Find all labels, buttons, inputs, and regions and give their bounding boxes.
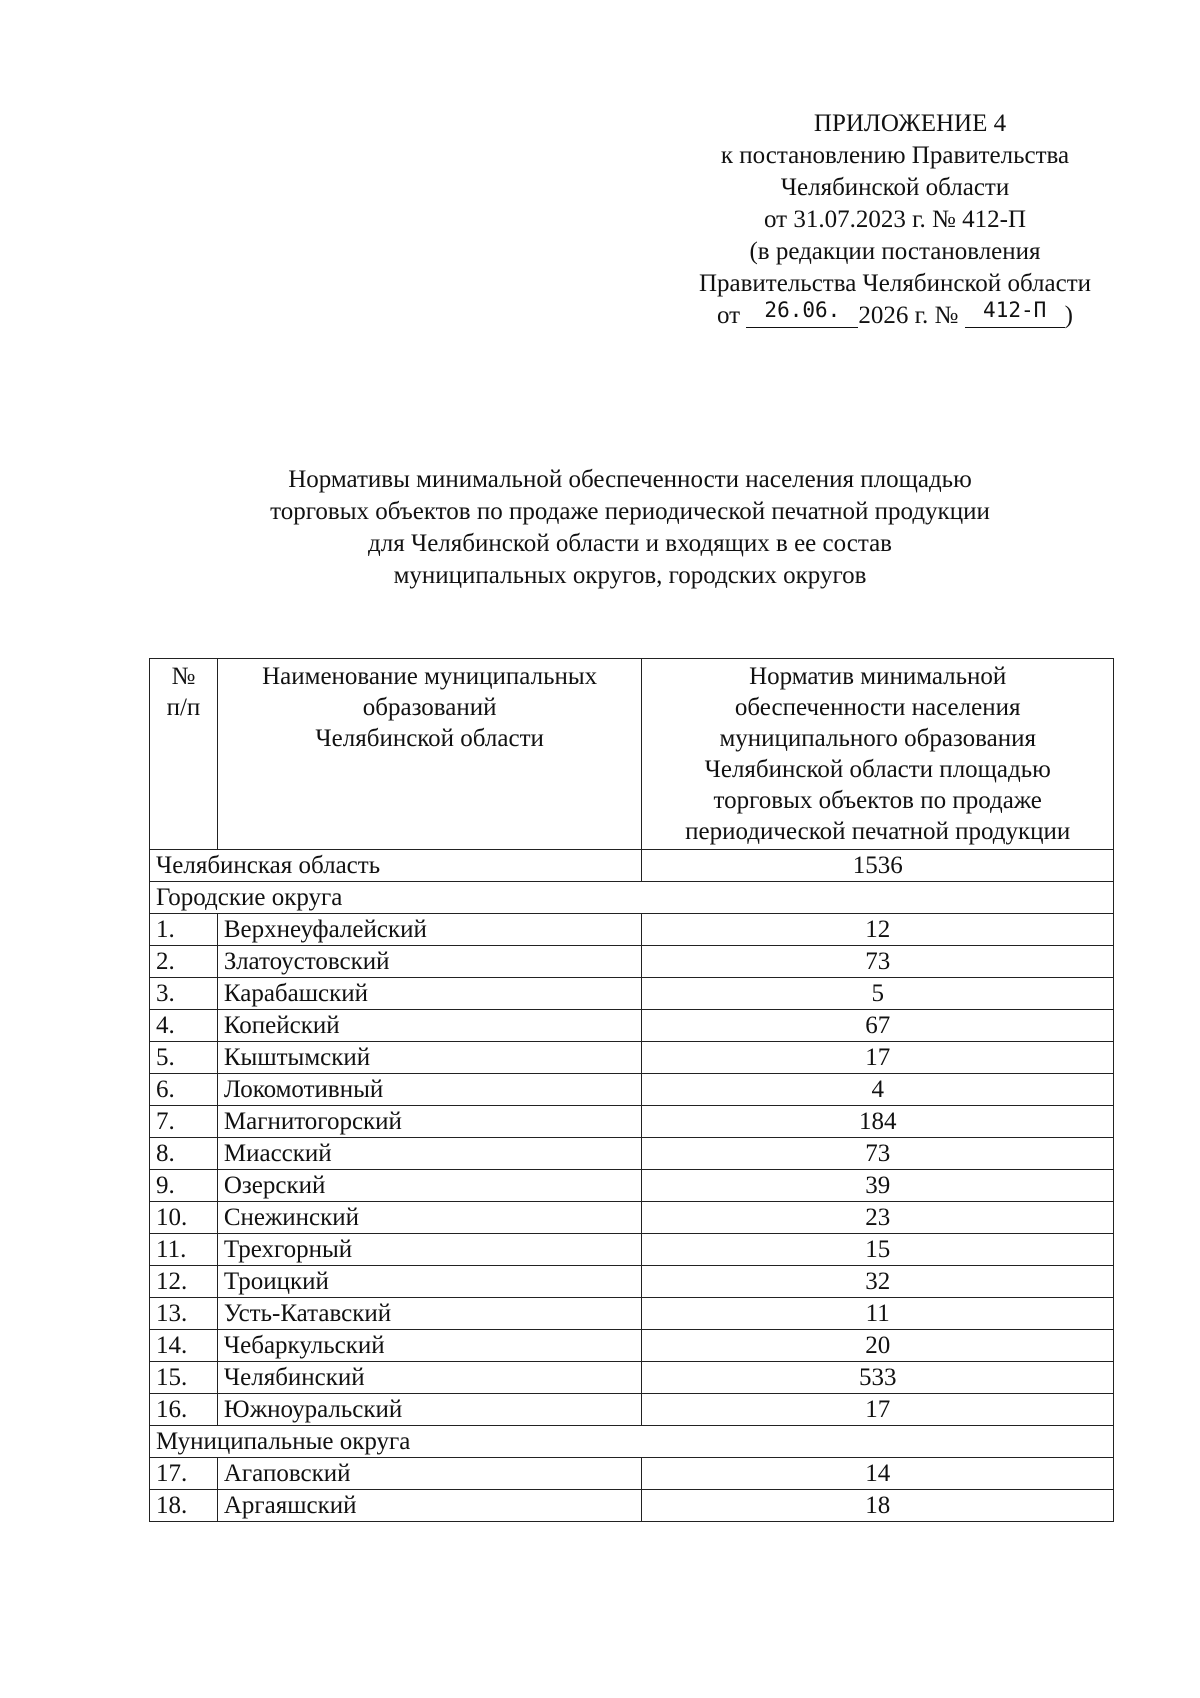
row-name: Кыштымский [217,1042,642,1074]
row-value: 39 [642,1170,1114,1202]
row-number: 6. [150,1074,218,1106]
row-name: Локомотивный [217,1074,642,1106]
header-norm: Норматив минимальной обеспеченности населения муниципального образования Челябинской области площадью торговых объектов по продаже периодической печатной продукции [642,659,1114,850]
row-number: 1. [150,914,218,946]
row-name: Миасский [217,1138,642,1170]
row-name: Чебаркульский [217,1330,642,1362]
table-row [150,1074,1114,1106]
row-name: Верхнеуфалейский [217,914,642,946]
row-number: 2. [150,946,218,978]
table-header-row [150,659,1114,850]
row-value: 533 [642,1362,1114,1394]
row-name: Агаповский [217,1458,642,1490]
amendment-date-line [660,300,1130,332]
table-row [150,1106,1114,1138]
amendment-suffix: ) [1064,302,1073,329]
amendment-date-field [746,298,858,328]
row-number: 14. [150,1330,218,1362]
amendment-date: 26.06. [764,298,841,322]
row-number: 9. [150,1170,218,1202]
document-title [180,464,1080,592]
table-row [150,978,1114,1010]
row-value: 32 [642,1266,1114,1298]
table-row [150,1298,1114,1330]
appendix-line: (в редакции постановления [749,238,1041,265]
row-value: 4 [642,1074,1114,1106]
row-name: Троицкий [217,1266,642,1298]
table-row [150,1458,1114,1490]
row-number: 3. [150,978,218,1010]
appendix-line: от 31.07.2023 г. № 412-П [763,206,1026,233]
row-value: 73 [642,1138,1114,1170]
total-row [150,850,1114,882]
row-number: 7. [150,1106,218,1138]
title-line: муниципальных округов, городских округов [393,562,867,589]
row-number: 8. [150,1138,218,1170]
row-name: Снежинский [217,1202,642,1234]
row-value: 12 [642,914,1114,946]
row-value: 20 [642,1330,1114,1362]
row-number: 15. [150,1362,218,1394]
title-line: Нормативы минимальной обеспеченности населения площадью [288,466,972,493]
section-title: Муниципальные округа [150,1426,1114,1458]
header-name: Наименование муниципальных образований Челябинской области [217,659,642,850]
row-number: 13. [150,1298,218,1330]
norms-table [149,658,1114,1522]
row-name: Челябинский [217,1362,642,1394]
table-row [150,914,1114,946]
row-number: 11. [150,1234,218,1266]
row-number: 18. [150,1490,218,1522]
title-line: для Челябинской области и входящих в ее состав [368,530,892,557]
section-row [150,882,1114,914]
row-value: 18 [642,1490,1114,1522]
table-row [150,1490,1114,1522]
table-row [150,1266,1114,1298]
table-row [150,1042,1114,1074]
section-title: Городские округа [150,882,1114,914]
appendix-line: к постановлению Правительства [720,142,1070,169]
row-number: 12. [150,1266,218,1298]
row-value: 5 [642,978,1114,1010]
row-value: 15 [642,1234,1114,1266]
amendment-prefix: от [717,302,741,329]
table-row [150,1330,1114,1362]
amendment-number: 412-П [983,298,1047,322]
table-row [150,1138,1114,1170]
amendment-number-field [965,298,1065,328]
section-row [150,1426,1114,1458]
table-row [150,1394,1114,1426]
row-name: Озерский [217,1170,642,1202]
row-value: 14 [642,1458,1114,1490]
row-name: Магнитогорский [217,1106,642,1138]
title-line: торговых объектов по продаже периодической печатной продукции [270,498,990,525]
row-number: 4. [150,1010,218,1042]
table-row [150,1010,1114,1042]
appendix-line: Правительства Челябинской области [698,270,1092,297]
total-name: Челябинская область [150,850,642,882]
row-number: 10. [150,1202,218,1234]
row-name: Карабашский [217,978,642,1010]
row-name: Златоустовский [217,946,642,978]
table-row [150,1170,1114,1202]
row-value: 184 [642,1106,1114,1138]
appendix-line: Челябинской области [780,174,1010,201]
row-name: Усть-Катавский [217,1298,642,1330]
row-number: 16. [150,1394,218,1426]
row-name: Аргаяшский [217,1490,642,1522]
row-value: 17 [642,1394,1114,1426]
row-number: 17. [150,1458,218,1490]
amendment-year: 2026 г. № [858,302,959,329]
table-row [150,946,1114,978]
appendix-block [660,108,1130,332]
header-number: № п/п [150,659,218,850]
appendix-heading: ПРИЛОЖЕНИЕ 4 [813,110,1007,137]
row-name: Копейский [217,1010,642,1042]
row-number: 5. [150,1042,218,1074]
row-name: Трехгорный [217,1234,642,1266]
row-name: Южноуральский [217,1394,642,1426]
table-row [150,1234,1114,1266]
row-value: 73 [642,946,1114,978]
table-body [150,850,1114,1522]
total-value: 1536 [642,850,1114,882]
row-value: 23 [642,1202,1114,1234]
table-row [150,1362,1114,1394]
table-row [150,1202,1114,1234]
row-value: 67 [642,1010,1114,1042]
row-value: 17 [642,1042,1114,1074]
row-value: 11 [642,1298,1114,1330]
